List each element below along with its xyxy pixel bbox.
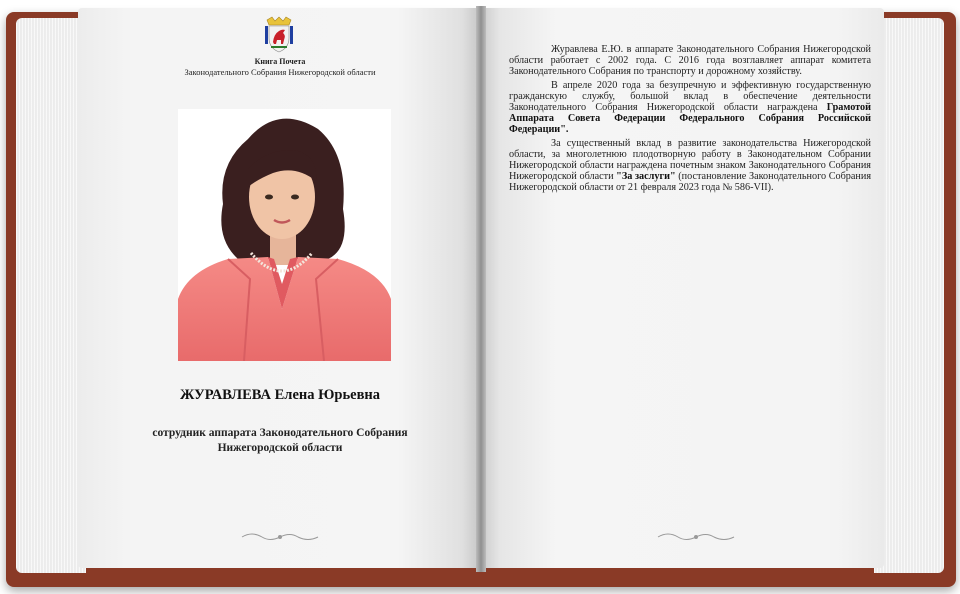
left-page-edges (16, 18, 86, 573)
bio-p2-award: Грамотой Аппарата Совета Федерации Федерального Собрания Российской Федерации (509, 102, 871, 135)
bio-p2-text: В апреле 2020 года за безупречную и эффективную государственную гражданскую службу, большой вклад в обеспечение деятельности Законодательного Собрания Нижегородской области награждена (509, 80, 871, 113)
ornament-left-icon (240, 530, 320, 544)
biography-text (509, 44, 871, 196)
position-line-2: Нижегородской области (217, 442, 343, 454)
person-photo (178, 109, 391, 361)
position-line-1: сотрудник аппарата Законодательного Собрания (152, 427, 408, 439)
bio-paragraph-3 (509, 138, 871, 193)
bio-p3-text: За существенный вклад в развитие законодательства Нижегородской области, за многолетнюю плодотворную работу в Законодательном Собрании Нижегородской области награждена почетным знаком Законодательного Собрания Нижегородской области (509, 138, 871, 182)
bio-paragraph-1: Журавлева Е.Ю. в аппарате Законодательного Собрания Нижегородской области работает с 2002 года. С 2016 года возглавляет аппарат комитета Законодательного Собрания по транспорту и дорожному хозяйству. (509, 44, 871, 77)
bio-paragraph-2 (509, 80, 871, 135)
coat-of-arms-icon (262, 16, 296, 54)
book-title: Книга Почета (254, 57, 306, 66)
bio-p3-end: (постановление Законодательного Собрания Нижегородской области от 21 февраля 2023 года № 586-VII). (509, 171, 871, 193)
person-name: ЖУРАВЛЕВА Елена Юрьевна (179, 387, 381, 403)
ornament-right-icon (656, 530, 736, 544)
book-subtitle: Законодательного Собрания Нижегородской области (184, 67, 376, 77)
bio-p2-end: ". (560, 124, 569, 135)
book-spine (476, 6, 486, 572)
person-position (120, 426, 440, 456)
bio-p3-award: "За заслуги" (616, 171, 676, 182)
right-page-edges (874, 18, 944, 573)
